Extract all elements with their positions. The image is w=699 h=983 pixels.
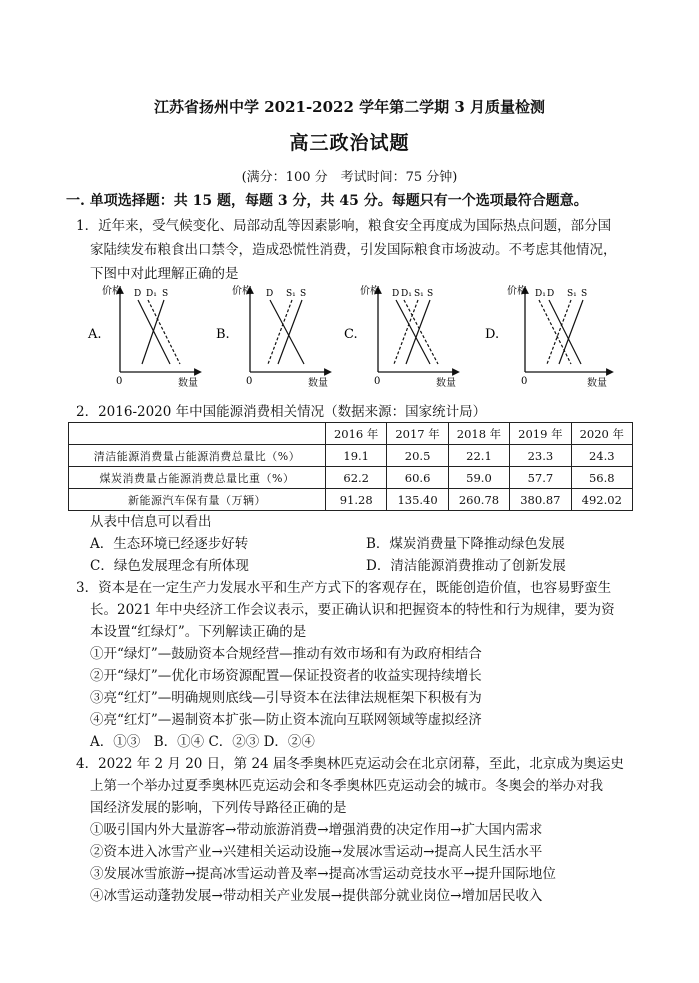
option-b-label: B. (216, 327, 230, 342)
label-d: D (266, 289, 274, 299)
school-title: 江苏省扬州中学 2021-2022 学年第二学期 3 月质量检测 (153, 98, 546, 116)
q1-line-2: 家陆续发布粮食出口禁令，造成恐慌性消费，引发国际粮食市场波动。不考虑其他情况， (90, 242, 617, 258)
label-s1: S₁ (286, 289, 296, 299)
table-cell: 23.3 (510, 445, 571, 467)
q1-line-1: 1．近年来，受气候变化、局部动乱等因素影响，粮食安全再度成为国际热点问题，部分国 (76, 218, 612, 234)
exam-title: 高三政治试题 (289, 132, 410, 154)
graph-d (485, 284, 610, 389)
quantity-label-a: 数量 (178, 378, 198, 389)
q4-item-4: ④冰雪运动蓬勃发展→带动相关产业发展→提供部分就业岗位→增加居民收入 (90, 888, 543, 904)
table-header-cell: 2016 年 (326, 423, 387, 445)
label-d: D (547, 289, 555, 299)
q2-option-c: C．绿色发展理念有所体现 (90, 558, 249, 574)
label-s: S (300, 289, 307, 299)
table-cell: 91.28 (326, 489, 387, 511)
q1-line-3: 下图中对此理解正确的是 (90, 266, 239, 282)
option-d-label: D. (485, 327, 500, 342)
option-a-label: A. (88, 327, 102, 342)
label-s: S (162, 289, 169, 299)
q3-item-3: ③亮“红灯”—明确规则底线—引导资本在法律法规框架下积极有为 (90, 690, 482, 706)
label-d1: D₁ (535, 289, 546, 299)
label-s: S (581, 289, 588, 299)
origin-c: 0 (374, 376, 381, 387)
label-d: D (134, 289, 142, 299)
curve-s1 (547, 300, 571, 364)
price-label-c: 价格 (360, 286, 380, 297)
table-row (69, 489, 633, 511)
table-header-cell: 2018 年 (448, 423, 509, 445)
table-cell: 24.3 (571, 445, 632, 467)
q3-item-1: ①开“绿灯”—鼓励资本合规经营—推动有效市场和有为政府相结合 (90, 646, 482, 662)
table-cell: 20.5 (387, 445, 448, 467)
table-header-row (69, 423, 633, 445)
q2-option-d: D．清洁能源消费推动了创新发展 (366, 558, 566, 574)
table-cell: 22.1 (448, 445, 509, 467)
row-label: 煤炭消费量占能源消费总量比重（%） (69, 467, 326, 489)
quantity-label-c: 数量 (436, 378, 456, 389)
quantity-label-d: 数量 (587, 378, 607, 389)
origin-d: 0 (521, 376, 528, 387)
q2-stem: 2．2016-2020 年中国能源消费相关情况（数据来源：国家统计局） (76, 404, 487, 420)
q3-line-2: 长。2021 年中央经济工作会议表示，要正确认识和把握资本的特性和行为规律，要为资 (90, 602, 615, 618)
q3-line-3: 本设置“红绿灯”。下列解读正确的是 (90, 624, 307, 640)
table-cell: 57.7 (510, 467, 571, 489)
curve-d (549, 300, 581, 364)
q3-item-2: ②开“绿灯”—优化市场资源配置—保证投资者的收益实现持续增长 (90, 668, 482, 684)
curve-s (559, 300, 583, 364)
origin-a: 0 (116, 376, 123, 387)
label-d: D (392, 289, 400, 299)
price-label-d: 价格 (507, 286, 527, 297)
curve-d1 (539, 300, 571, 364)
table-header-cell: 2020 年 (571, 423, 632, 445)
table-cell: 56.8 (571, 467, 632, 489)
energy-table (68, 422, 633, 511)
row-label: 新能源汽车保有量（万辆） (69, 489, 326, 511)
table-cell: 60.6 (387, 467, 448, 489)
row-label: 清洁能源消费量占能源消费总量比（%） (69, 445, 326, 467)
curve-d (396, 300, 430, 364)
graph-c (344, 284, 456, 389)
q4-line-3: 国经济发展的影响，下列传导路径正确的是 (90, 800, 347, 816)
price-label-a: 价格 (102, 286, 122, 297)
q2-prompt: 从表中信息可以看出 (90, 514, 212, 530)
price-label-b: 价格 (232, 286, 252, 297)
curve-d (138, 300, 170, 364)
table-header-cell (69, 423, 326, 445)
table-cell: 19.1 (326, 445, 387, 467)
q3-answers: A．①③ B．①④ C．②③ D．②④ (90, 734, 315, 750)
table-header-cell: 2019 年 (510, 423, 571, 445)
label-d1: D₁ (146, 289, 157, 299)
label-s1: S₁ (414, 289, 424, 299)
exam-info: (满分：100 分 考试时间：75 分钟) (241, 170, 458, 185)
q2-option-b: B．煤炭消费量下降推动绿色发展 (366, 536, 565, 552)
q4-item-3: ③发展冰雪旅游→提高冰雪运动普及率→提高冰雪运动竞技水平→提升国际地位 (90, 866, 556, 882)
label-s: S (427, 289, 434, 299)
table-row (69, 445, 633, 467)
curve-s1 (394, 300, 418, 364)
table-row (69, 467, 633, 489)
curve-s1 (268, 300, 292, 364)
label-d1: D₁ (401, 289, 412, 299)
graph-a (87, 284, 198, 389)
q3-line-1: 3．资本是在一定生产力发展水平和生产方式下的客观存在，既能创造价值，也容易野蛮生 (76, 580, 612, 596)
table-cell: 492.02 (571, 489, 632, 511)
option-c-label: C. (344, 327, 358, 342)
q3-item-4: ④亮“红灯”—遏制资本扩张—防止资本流向互联网领域等虚拟经济 (90, 712, 482, 728)
origin-b: 0 (246, 376, 253, 387)
q4-item-2: ②资本进入冰雪产业→兴建相关运动设施→发展冰雪运动→提高人民生活水平 (90, 844, 543, 860)
q4-line-1: 4．2022 年 2 月 20 日，第 24 届冬季奥林匹克运动会在北京闭幕，至此，北京成为奥运史 (76, 756, 624, 772)
q1-graphs (80, 282, 640, 394)
table-cell: 135.40 (387, 489, 448, 511)
quantity-label-b: 数量 (308, 378, 328, 389)
q2-option-a: A．生态环境已经逐步好转 (90, 536, 249, 552)
graph-b (216, 284, 328, 389)
q4-item-1: ①吸引国内外大量游客→带动旅游消费→增强消费的决定作用→扩大国内需求 (90, 822, 543, 838)
label-s1: S₁ (567, 289, 577, 299)
table-header-cell: 2017 年 (387, 423, 448, 445)
q4-line-2: 上第一个举办过夏季奥林匹克运动会和冬季奥林匹克运动会的城市。冬奥会的举办对我 (90, 778, 603, 794)
table-cell: 59.0 (448, 467, 509, 489)
table-cell: 62.2 (326, 467, 387, 489)
table-cell: 380.87 (510, 489, 571, 511)
table-cell: 260.78 (448, 489, 509, 511)
section-heading: 一. 单项选择题：共 15 题，每题 3 分，共 45 分。每题只有一个选项最符合题意。 (66, 193, 588, 209)
